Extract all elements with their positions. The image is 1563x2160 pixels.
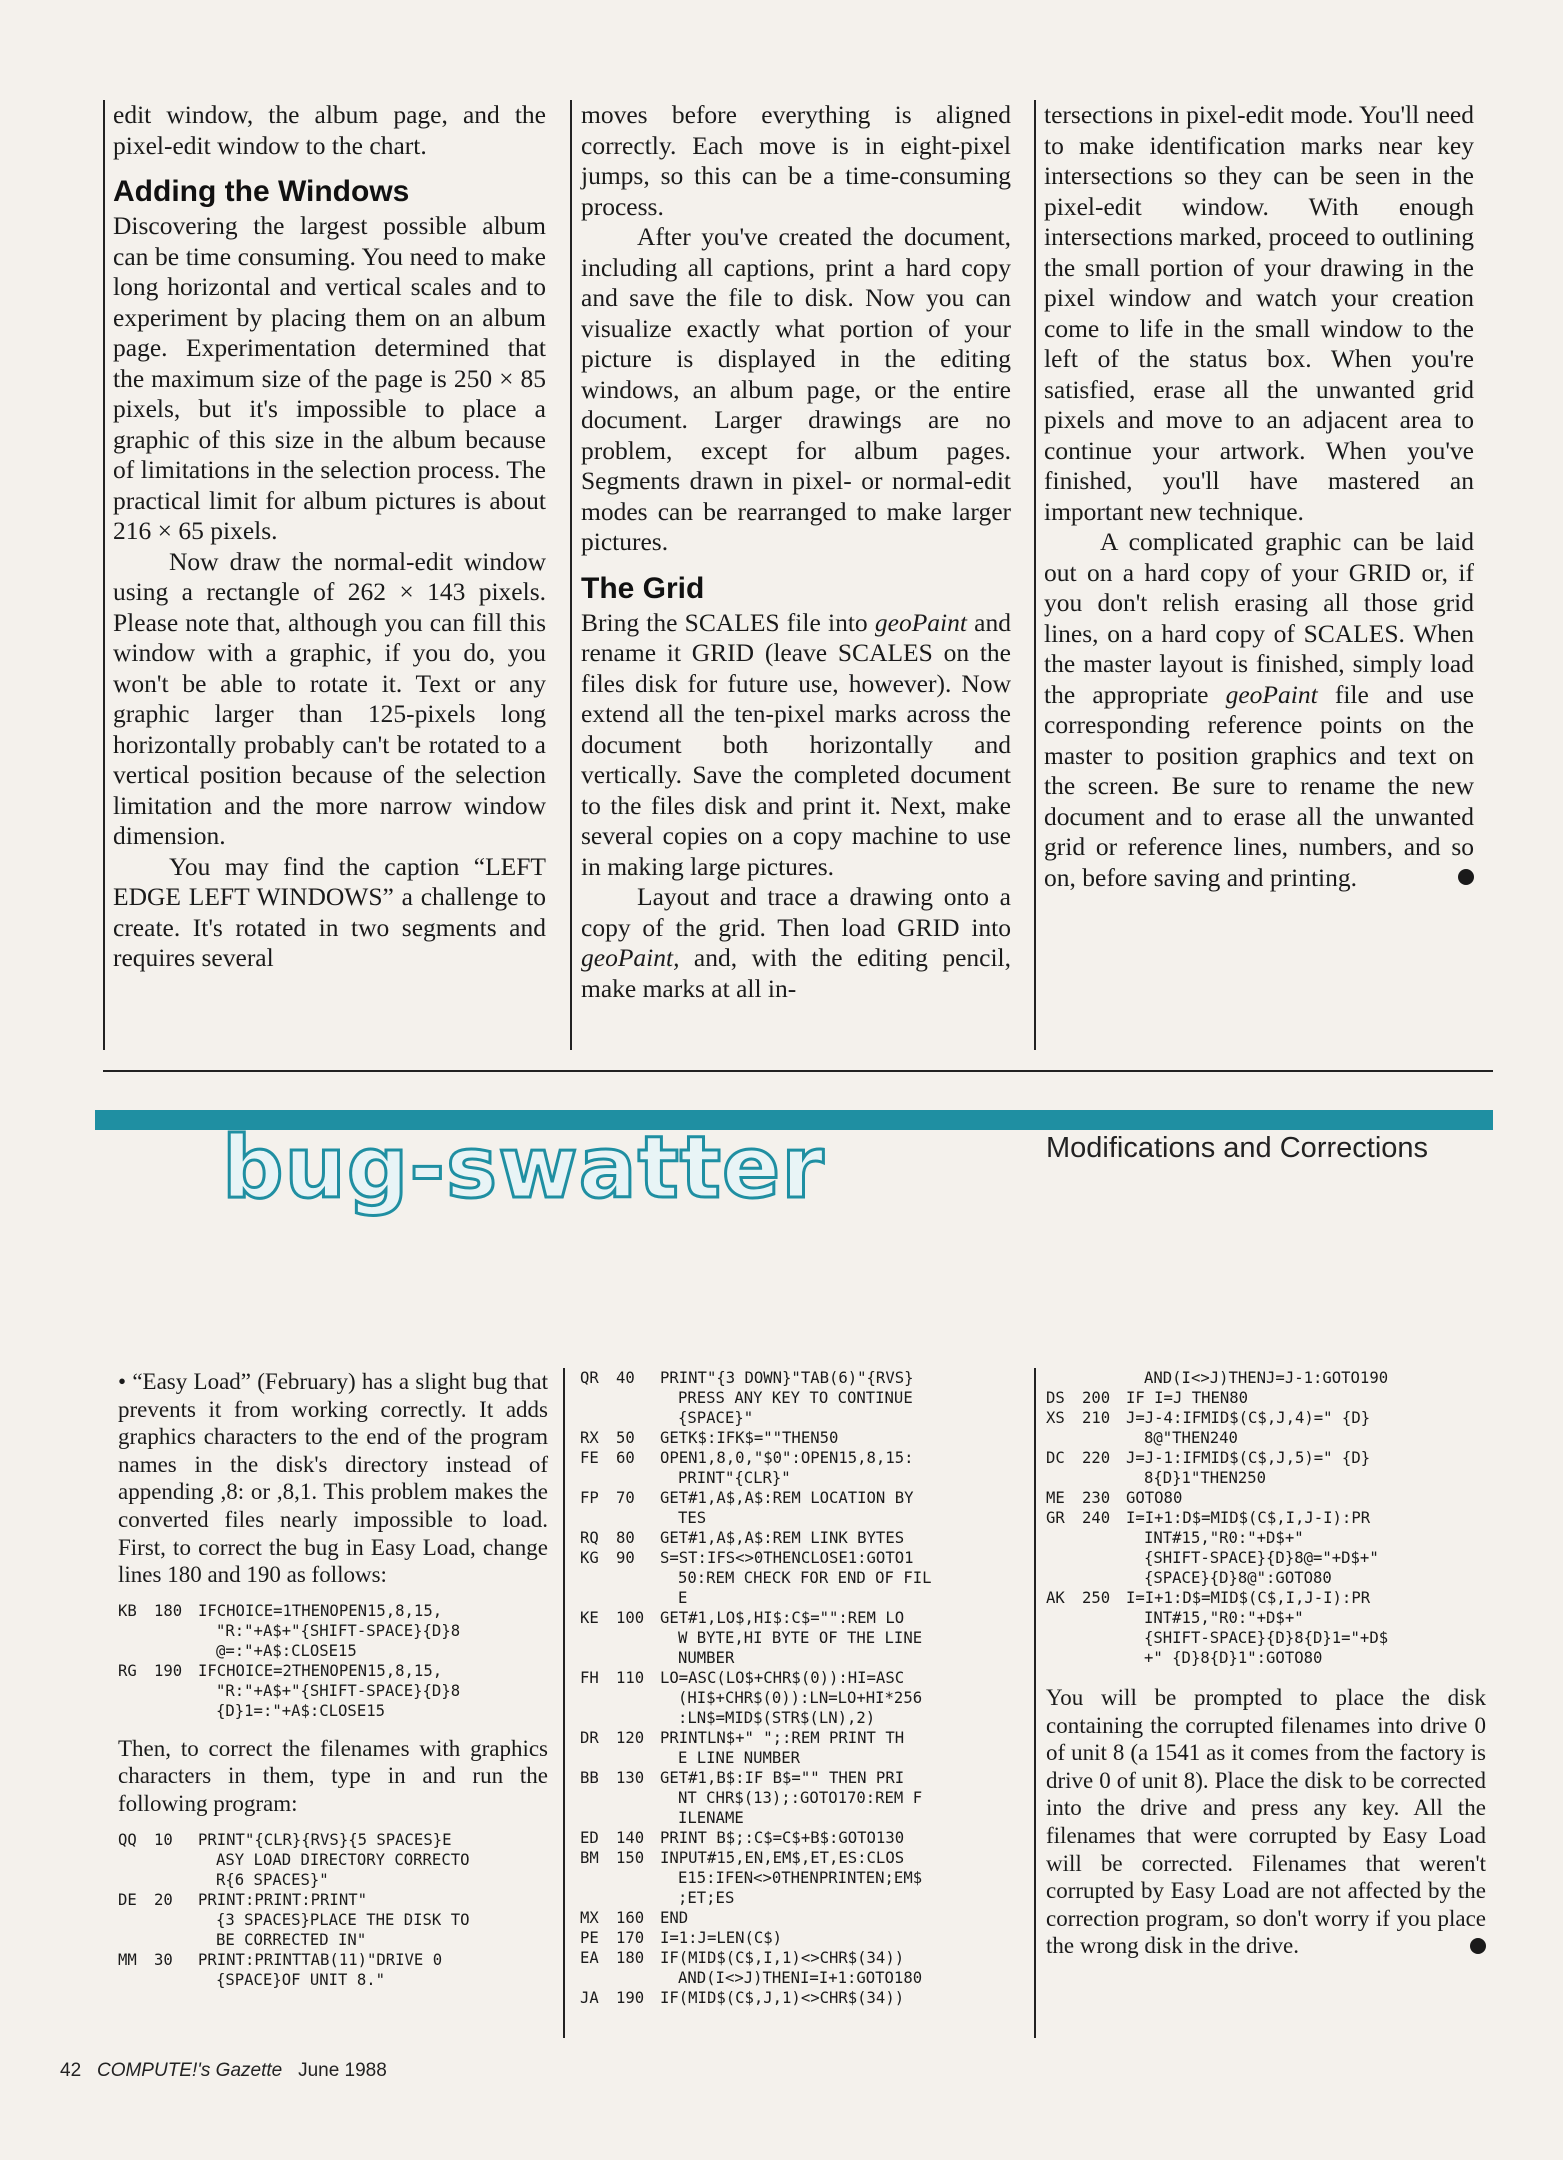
checksum-label: RQ	[580, 1529, 599, 1547]
page-footer	[60, 2060, 387, 2082]
paragraph: You may find the caption “LEFT EDGE LEFT WINDOWS” a challenge to create. It's rotated in two segments and requires several	[113, 851, 546, 972]
checksum-label: ME	[1046, 1489, 1065, 1507]
issue-date: June 1988	[298, 2060, 387, 2081]
code-line	[1046, 1408, 1486, 1448]
bug-outro: You will be prompted to place the disk containing the corrupted filenames into drive 0 of unit 8 (a 1541 as it comes from the factory is drive 0 of unit 8). Place the disk to be corrected into the drive and press any key. All the filenames that were corrupted by Easy Load will be corrected. Filenames that weren't corrupted by Easy Load are not affected by the correction program, so don't worry if you place the wrong disk in the drive.	[1046, 1685, 1486, 1959]
code-text: GET#1,A$,A$:REM LINK BYTES	[660, 1529, 905, 1547]
code-text: PRINT"{3 DOWN}"TAB(6)"{RVS} PRESS ANY KEY TO CONTINUE {SPACE}"	[660, 1369, 914, 1427]
line-number: 50	[616, 1429, 635, 1447]
line-number: 70	[616, 1489, 635, 1507]
line-number: 230	[1082, 1489, 1111, 1507]
code-line	[580, 1668, 1020, 1728]
code-line	[1046, 1588, 1486, 1668]
code-text: IFCHOICE=1THENOPEN15,8,15, "R:"+A$+"{SHIFT-SPACE}{D}8 @=:"+A$:CLOSE15	[198, 1601, 461, 1660]
checksum-label: MX	[580, 1909, 599, 1927]
code-line	[580, 1928, 1020, 1948]
code-text: GET#1,A$,A$:REM LOCATION BY TES	[660, 1489, 914, 1527]
paragraph: A complicated graphic can be laid out on a hard copy of your GRID or, if you don't relish erasing all those grid lines, on a hard copy of SCALES. When the master layout is finished, simply load the appropriate geoPaint file and use corresponding reference points on the master to position graphics and text on the screen. Be sure to rename the new document and to erase all the unwanted grid or reference lines, numbers, and so on, before saving and printing.	[1044, 527, 1474, 892]
code-line	[580, 1608, 1020, 1668]
code-text: GETK$:IFK$=""THEN50	[660, 1429, 839, 1447]
end-of-article-mark-icon	[1470, 1938, 1486, 1954]
paragraph: Bring the SCALES file into geoPaint and rename it GRID (leave SCALES on the files disk for future use, however). Now extend all the ten-pixel marks across the document both horizontally and vertically. Save the completed document to the files disk and print it. Next, make several copies on a copy machine to use in making large pictures.	[581, 607, 1011, 881]
bug-then-text: Then, to correct the filenames with graphics characters in them, type in and run the following program:	[118, 1735, 548, 1816]
code-text: IFCHOICE=2THENOPEN15,8,15, "R:"+A$+"{SHIFT-SPACE}{D}8 {D}1=:"+A$:CLOSE15	[198, 1661, 461, 1720]
code-text: GOTO80	[1126, 1489, 1183, 1507]
code-line	[580, 1948, 1020, 1988]
line-number: 90	[616, 1549, 635, 1567]
column-rule-mid-1	[570, 100, 572, 1050]
checksum-label: FP	[580, 1489, 599, 1507]
checksum-label: QQ	[118, 1830, 137, 1849]
line-number: 140	[616, 1829, 645, 1847]
code-text: END	[660, 1909, 689, 1927]
checksum-label: AK	[1046, 1589, 1065, 1607]
code-text: IF(MID$(C$,I,1)<>CHR$(34)) AND(I<>J)THENI=I+1:GOTO180	[660, 1949, 923, 1987]
paragraph: tersections in pixel-edit mode. You'll need to make identification marks near key intersections so they can be seen in the pixel-edit window. With enough intersections marked, proceed to outlining the small portion of your drawing in the pixel window and watch your creation come to life in the small window to the left of the status box. When you're satisfied, erase all the unwanted grid pixels and move to an adjacent area to continue your artwork. When you've finished, you'll have mastered an important new technique.	[1044, 100, 1474, 526]
line-number: 110	[616, 1669, 645, 1687]
checksum-label: FE	[580, 1449, 599, 1467]
checksum-label: DR	[580, 1729, 599, 1747]
code-listing-part-2	[580, 1368, 1020, 2008]
page-number: 42	[60, 2060, 82, 2081]
line-number: 10	[154, 1830, 173, 1849]
article-column-2	[581, 100, 1011, 1004]
paragraph: Now draw the normal-edit window using a rectangle of 262 × 143 pixels. Please note that, although you can fill this window with a graphic, if you do, you won't be able to rotate it. Text or any graphic larger than 125-pixels long horizontally probably can't be rotated to a vertical position because of the selection limitation and the more narrow window dimension.	[113, 546, 546, 850]
bug-column-1	[118, 1368, 548, 1990]
line-number: 220	[1082, 1449, 1111, 1467]
code-line	[580, 1428, 1020, 1448]
line-number: 200	[1082, 1389, 1111, 1407]
code-text: I=1:J=LEN(C$)	[660, 1929, 783, 1947]
line-number: 180	[154, 1601, 183, 1620]
line-number: 160	[616, 1909, 645, 1927]
code-text: PRINTLN$+" ";:REM PRINT TH E LINE NUMBER	[660, 1729, 905, 1767]
checksum-label: RG	[118, 1661, 137, 1680]
line-number: 250	[1082, 1589, 1111, 1607]
code-line	[580, 1488, 1020, 1528]
code-text: PRINT"{CLR}{RVS}{5 SPACES}E ASY LOAD DIRECTORY CORRECTO R{6 SPACES}"	[198, 1830, 470, 1889]
checksum-label: XS	[1046, 1409, 1065, 1427]
code-text: OPEN1,8,0,"$0":OPEN15,8,15: PRINT"{CLR}"	[660, 1449, 914, 1487]
code-text: IF(MID$(C$,J,1)<>CHR$(34))	[660, 1989, 905, 2007]
checksum-label: KG	[580, 1549, 599, 1567]
code-text: J=J-1:IFMID$(C$,J,5)=" {D} 8{D}1"THEN250	[1126, 1449, 1371, 1487]
line-number: 240	[1082, 1509, 1111, 1527]
code-text: PRINT:PRINT:PRINT" {3 SPACES}PLACE THE DISK TO BE CORRECTED IN"	[198, 1890, 470, 1949]
line-number: 40	[616, 1369, 635, 1387]
code-line	[580, 1988, 1020, 2008]
code-line	[118, 1950, 548, 1990]
checksum-label: FH	[580, 1669, 599, 1687]
code-listing-fix	[118, 1601, 548, 1721]
code-line	[580, 1728, 1020, 1768]
paragraph: edit window, the album page, and the pixel-edit window to the chart.	[113, 100, 546, 160]
code-text: LO=ASC(LO$+CHR$(0)):HI=ASC (HI$+CHR$(0)):LN=LO+HI*256 :LN$=MID$(STR$(LN),2)	[660, 1669, 923, 1727]
code-line	[1046, 1448, 1486, 1488]
code-line	[118, 1601, 548, 1661]
code-line	[580, 1368, 1020, 1428]
paragraph: After you've created the document, including all captions, print a hard copy and save the file to disk. Now you can visualize exactly what portion of your picture is displayed in the editing windows, an album page, or the entire document. Larger drawings are no problem, except for album pages. Segments drawn in pixel- or normal-edit modes can be rearranged to make larger pictures.	[581, 222, 1011, 556]
banner-title: bug-swatter	[222, 1118, 825, 1218]
code-line	[118, 1661, 548, 1721]
line-number: 180	[616, 1949, 645, 1967]
code-line	[580, 1828, 1020, 1848]
paragraph: Layout and trace a drawing onto a copy of the grid. Then load GRID into geoPaint, and, with the editing pencil, make marks at all in-	[581, 882, 1011, 1003]
line-number: 30	[154, 1950, 173, 1969]
checksum-label: KB	[118, 1601, 137, 1620]
checksum-label: DC	[1046, 1449, 1065, 1467]
section-heading-grid: The Grid	[581, 571, 705, 605]
code-text: J=J-4:IFMID$(C$,J,4)=" {D} 8@"THEN240	[1126, 1409, 1371, 1447]
code-line	[580, 1448, 1020, 1488]
checksum-label: BM	[580, 1849, 599, 1867]
code-text: GET#1,B$:IF B$="" THEN PRI NT CHR$(13);:GOTO170:REM F ILENAME	[660, 1769, 923, 1827]
checksum-label: DS	[1046, 1389, 1065, 1407]
article-column-1	[113, 100, 546, 974]
column-rule-lower-2	[1034, 1368, 1036, 2038]
code-line	[580, 1548, 1020, 1608]
line-number: 100	[616, 1609, 645, 1627]
code-line	[1046, 1388, 1486, 1408]
code-text: GET#1,LO$,HI$:C$="":REM LO W BYTE,HI BYTE OF THE LINE NUMBER	[660, 1609, 923, 1667]
column-rule-left	[103, 100, 105, 1050]
code-text: AND(I<>J)THENJ=J-1:GOTO190	[1144, 1369, 1389, 1387]
checksum-label: RX	[580, 1429, 599, 1447]
line-number: 20	[154, 1890, 173, 1909]
bug-column-2	[580, 1368, 1020, 2008]
code-listing-part-3	[1046, 1368, 1486, 1668]
checksum-label: ED	[580, 1829, 599, 1847]
code-text: I=I+1:D$=MID$(C$,I,J-I):PR INT#15,"R0:"+D$+" {SHIFT-SPACE}{D}8{D}1="+D$ +" {D}8{D}1":GOTO80	[1126, 1589, 1389, 1667]
section-heading-adding-windows: Adding the Windows	[113, 175, 410, 208]
bug-intro: • “Easy Load” (February) has a slight bug that prevents it from working correctly. It adds graphics characters to the end of the program names in the disk's directory instead of appending ,8: or ,8,1. This problem makes the converted files nearly impossible to load. First, to correct the bug in Easy Load, change lines 180 and 190 as follows:	[118, 1369, 548, 1588]
code-text: S=ST:IFS<>0THENCLOSE1:GOTO1 50:REM CHECK FOR END OF FIL E	[660, 1549, 932, 1607]
line-number: 210	[1082, 1409, 1111, 1427]
line-number: 190	[154, 1661, 183, 1680]
line-number	[1082, 1368, 1126, 1388]
bug-column-3	[1046, 1368, 1486, 1960]
checksum-label: JA	[580, 1989, 599, 2007]
paragraph: moves before everything is aligned correctly. Each move is in eight-pixel jumps, so this can be a time-consuming process.	[581, 100, 1011, 221]
checksum-label: PE	[580, 1929, 599, 1947]
code-line	[118, 1830, 548, 1890]
column-rule-mid-2	[1034, 100, 1036, 1050]
code-text: PRINT:PRINTTAB(11)"DRIVE 0 {SPACE}OF UNIT 8."	[198, 1950, 443, 1989]
line-number: 80	[616, 1529, 635, 1547]
code-listing-part-1	[118, 1830, 548, 1990]
code-line	[580, 1528, 1020, 1548]
line-number: 190	[616, 1989, 645, 2007]
checksum-label	[1046, 1368, 1082, 1388]
checksum-label: QR	[580, 1369, 599, 1387]
article-column-3	[1044, 100, 1474, 893]
line-number: 150	[616, 1849, 645, 1867]
magazine-name: COMPUTE!'s Gazette	[96, 2060, 283, 2081]
code-line	[580, 1848, 1020, 1908]
code-text: PRINT B$;:C$=C$+B$:GOTO130	[660, 1829, 905, 1847]
checksum-label: MM	[118, 1950, 137, 1969]
code-line	[580, 1908, 1020, 1928]
checksum-label: KE	[580, 1609, 599, 1627]
line-number: 130	[616, 1769, 645, 1787]
code-text: IF I=J THEN80	[1126, 1389, 1249, 1407]
line-number: 170	[616, 1929, 645, 1947]
section-divider	[103, 1070, 1493, 1072]
banner-subtitle: Modifications and Corrections	[1046, 1132, 1429, 1164]
line-number: 120	[616, 1729, 645, 1747]
code-line	[118, 1890, 548, 1950]
column-rule-lower-1	[563, 1368, 565, 2038]
checksum-label: GR	[1046, 1509, 1065, 1527]
checksum-label: EA	[580, 1949, 599, 1967]
code-line	[1046, 1508, 1486, 1588]
code-line	[1046, 1488, 1486, 1508]
paragraph: Discovering the largest possible album can be time consuming. You need to make long horizontal and vertical scales and to experiment by placing them on an album page. Experimentation determined that the maximum size of the page is 250 × 85 pixels, but it's impossible to place a graphic of this size in the album because of limitations in the selection process. The practical limit for album pictures is about 216 × 65 pixels.	[113, 211, 546, 545]
code-line	[580, 1768, 1020, 1828]
checksum-label: DE	[118, 1890, 137, 1909]
line-number: 60	[616, 1449, 635, 1467]
code-text: INPUT#15,EN,EM$,ET,ES:CLOS E15:IFEN<>0THENPRINTEN;EM$ ;ET;ES	[660, 1849, 923, 1907]
end-of-article-mark-icon	[1458, 869, 1474, 885]
checksum-label: BB	[580, 1769, 599, 1787]
code-line	[1046, 1368, 1486, 1388]
code-text: I=I+1:D$=MID$(C$,I,J-I):PR INT#15,"R0:"+D$+" {SHIFT-SPACE}{D}8@="+D$+" {SPACE}{D}8@":GOTO80	[1126, 1509, 1379, 1587]
